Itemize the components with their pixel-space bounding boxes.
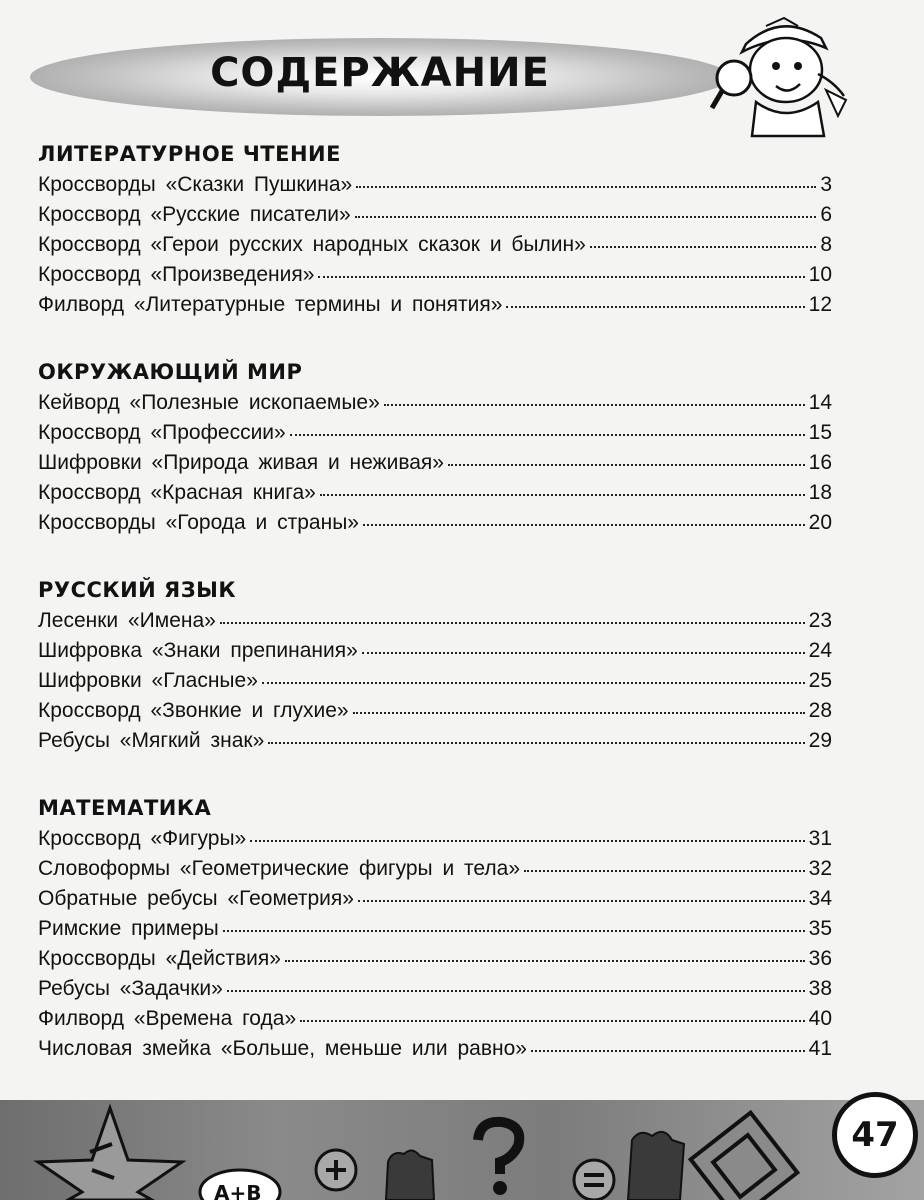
entry-title: Словоформы «Геометрические фигуры и тела» (38, 857, 521, 880)
entry-page: 12 (808, 293, 832, 316)
entry-page: 8 (820, 233, 832, 256)
entry-title: Кроссворды «Действия» (38, 947, 281, 970)
section-title: МАТЕМАТИКА (38, 796, 212, 820)
section-gap (38, 538, 832, 576)
entry-title: Кейворд «Полезные ископаемые» (38, 391, 380, 414)
dot-leader (353, 712, 805, 714)
entry-page: 16 (808, 451, 832, 474)
section-title: РУССКИЙ ЯЗЫК (38, 578, 237, 602)
entry-title: Ребусы «Задачки» (38, 977, 223, 1000)
dot-leader (356, 186, 816, 188)
dot-leader (268, 742, 804, 744)
entry-page: 34 (808, 887, 832, 910)
dot-leader (362, 652, 805, 654)
entry-title: Филворд «Времена года» (38, 1007, 297, 1030)
toc-entry[interactable] (38, 854, 832, 884)
entry-title: Шифровки «Гласные» (38, 669, 258, 692)
dot-leader (506, 306, 804, 308)
entry-page: 35 (808, 917, 832, 940)
dot-leader (531, 1050, 805, 1052)
section-title: ОКРУЖАЮЩИЙ МИР (38, 360, 303, 384)
entry-title: Кроссворд «Фигуры» (38, 827, 247, 850)
toc-entry[interactable] (38, 478, 832, 508)
section-literary-reading (38, 140, 832, 320)
table-of-contents (38, 140, 832, 1134)
equals-circle-icon (574, 1160, 614, 1200)
entry-title: Ребусы «Мягкий знак» (38, 729, 265, 752)
entry-title: Римские примеры (38, 917, 219, 940)
entry-page: 14 (808, 391, 832, 414)
entry-page: 20 (808, 511, 832, 534)
entry-page: 25 (808, 669, 832, 692)
page-title: СОДЕРЖАНИЕ (210, 50, 550, 96)
section-gap (38, 1064, 832, 1104)
toc-entry[interactable] (38, 260, 832, 290)
toc-entry[interactable] (38, 508, 832, 538)
dot-leader (363, 524, 805, 526)
entry-title: Кроссворд «Произведения» (38, 263, 315, 286)
dot-leader (290, 434, 805, 436)
entry-page: 3 (820, 173, 832, 196)
entry-page: 6 (820, 203, 832, 226)
toc-entry[interactable] (38, 726, 832, 756)
entry-page: 32 (808, 857, 832, 880)
entry-page: 23 (808, 609, 832, 632)
entry-title: Шифровка «Знаки препинания» (38, 639, 358, 662)
section-gap (38, 756, 832, 794)
dot-leader (355, 216, 817, 218)
toc-entry[interactable] (38, 418, 832, 448)
dot-leader (524, 870, 805, 872)
section-world-around (38, 358, 832, 538)
star-icon (38, 1108, 182, 1200)
dot-leader (384, 404, 805, 406)
entry-page: 31 (808, 827, 832, 850)
toc-entry[interactable] (38, 636, 832, 666)
dot-leader (300, 1020, 805, 1022)
toc-entry[interactable] (38, 230, 832, 260)
entry-page: 41 (808, 1037, 832, 1060)
toc-entry[interactable] (38, 388, 832, 418)
plus-circle-icon (316, 1150, 356, 1190)
decor-label: A+B (214, 1181, 262, 1200)
entry-page: 36 (808, 947, 832, 970)
dot-leader (220, 622, 805, 624)
entry-title: Кроссворды «Города и страны» (38, 511, 359, 534)
entry-title: Шифровки «Природа живая и неживая» (38, 451, 444, 474)
entry-title: Кроссворд «Красная книга» (38, 481, 316, 504)
toc-entry[interactable] (38, 914, 832, 944)
section-mathematics (38, 794, 832, 1064)
dot-leader (358, 900, 805, 902)
dot-leader (227, 990, 805, 992)
entry-title: Обратные ребусы «Геометрия» (38, 887, 354, 910)
toc-entry[interactable] (38, 448, 832, 478)
dot-leader (285, 960, 805, 962)
dot-leader (448, 464, 805, 466)
toc-entry[interactable] (38, 200, 832, 230)
maze-icon (691, 1113, 798, 1200)
entry-title: Кроссворд «Звонкие и глухие» (38, 699, 349, 722)
dot-leader (250, 840, 804, 842)
section-title: ЛИТЕРАТУРНОЕ ЧТЕНИЕ (38, 142, 341, 166)
puzzle-piece-icon (386, 1150, 434, 1200)
puzzle-piece-icon (628, 1132, 684, 1200)
toc-entry[interactable] (38, 170, 832, 200)
toc-entry[interactable] (38, 290, 832, 320)
section-russian-language (38, 576, 832, 756)
dot-leader (318, 276, 804, 278)
entry-page: 24 (808, 639, 832, 662)
dot-leader (590, 246, 817, 248)
toc-entry[interactable] (38, 974, 832, 1004)
entry-title: Кроссворд «Профессии» (38, 421, 286, 444)
toc-entry[interactable] (38, 1004, 832, 1034)
entry-page: 10 (808, 263, 832, 286)
detective-boy-magnifier-icon (706, 4, 856, 144)
section-gap (38, 320, 832, 358)
entry-page: 29 (808, 729, 832, 752)
entry-title: Филворд «Литературные термины и понятия» (38, 293, 503, 316)
page-number: 47 (832, 1092, 918, 1178)
entry-page: 38 (808, 977, 832, 1000)
dot-leader (223, 930, 805, 932)
footer-decoration (0, 1100, 830, 1200)
entry-title: Кроссворд «Герои русских народных сказок и былин» (38, 233, 586, 256)
toc-entry[interactable] (38, 824, 832, 854)
entry-page: 40 (808, 1007, 832, 1030)
entry-page: 28 (808, 699, 832, 722)
entry-page: 15 (808, 421, 832, 444)
toc-entry[interactable] (38, 944, 832, 974)
toc-entry[interactable] (38, 696, 832, 726)
question-mark-icon (478, 1122, 519, 1195)
toc-entry[interactable] (38, 1034, 832, 1064)
toc-entry[interactable] (38, 666, 832, 696)
dot-leader (262, 682, 805, 684)
entry-title: Кроссворды «Сказки Пушкина» (38, 173, 353, 196)
entry-title: Кроссворд «Русские писатели» (38, 203, 351, 226)
toc-entry[interactable] (38, 884, 832, 914)
entry-title: Числовая змейка «Больше, меньше или равно» (38, 1037, 527, 1060)
toc-entry[interactable] (38, 606, 832, 636)
entry-page: 18 (808, 481, 832, 504)
dot-leader (320, 494, 805, 496)
entry-title: Лесенки «Имена» (38, 609, 216, 632)
